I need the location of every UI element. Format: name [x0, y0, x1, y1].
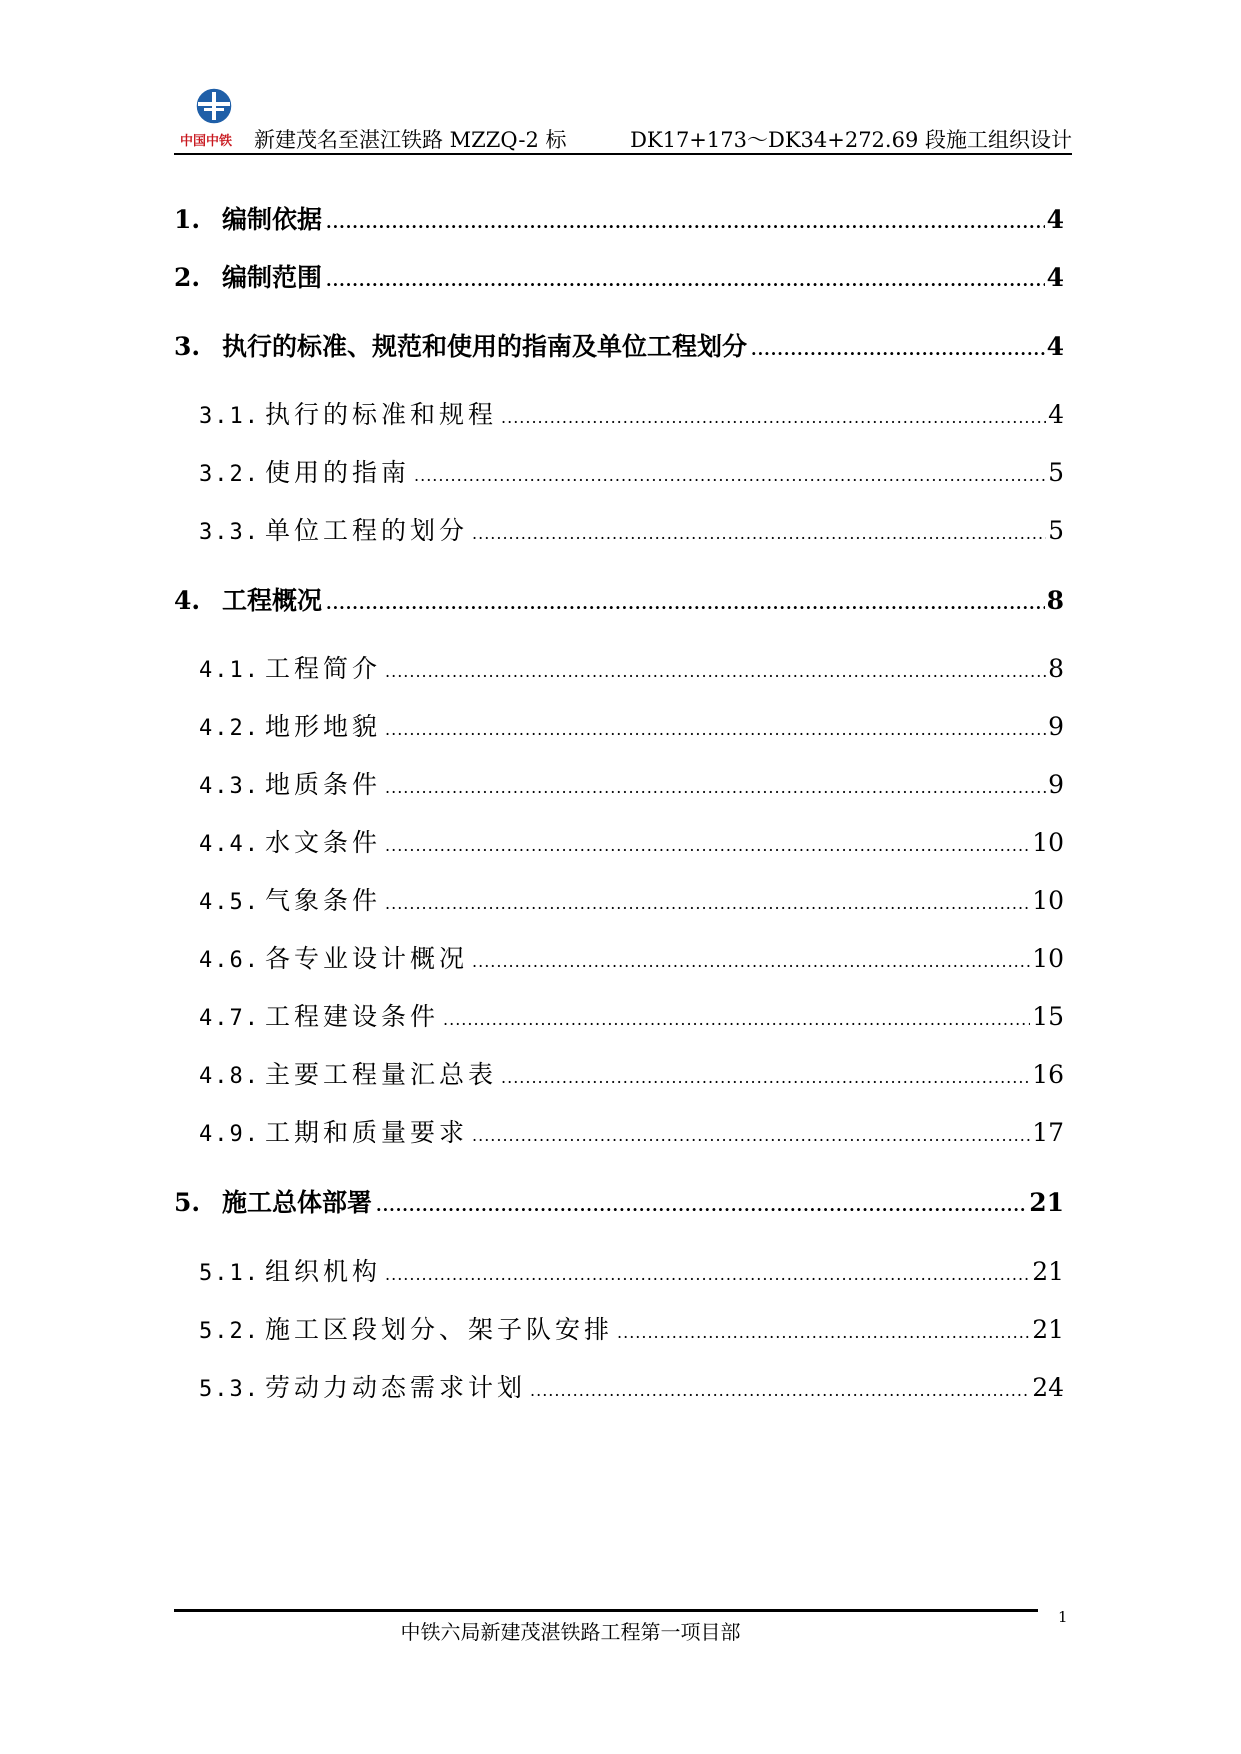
toc-entry-page: 16	[1032, 1060, 1064, 1089]
toc-dot-leader	[617, 1323, 1030, 1342]
page-number: 1	[1058, 1608, 1068, 1626]
toc-entry[interactable]	[174, 881, 1064, 917]
toc-entry-page: 10	[1032, 886, 1064, 915]
toc-entry-title: 单位工程的划分	[265, 516, 469, 545]
toc-dot-leader	[385, 894, 1030, 913]
toc-dot-leader	[472, 524, 1046, 543]
toc-entry-number: 4.1.	[199, 658, 260, 683]
toc-entry-page: 9	[1048, 770, 1064, 799]
toc-entry[interactable]	[174, 823, 1064, 859]
toc-entry-number: 3.2.	[199, 462, 260, 487]
toc-entry[interactable]	[174, 939, 1064, 975]
toc-entry-number: 4.9.	[199, 1122, 260, 1147]
toc-entry[interactable]	[174, 649, 1064, 685]
toc-entry[interactable]	[174, 258, 1064, 294]
toc-entry-title: 编制依据	[222, 205, 323, 234]
toc-entry-number: 4.7.	[199, 1006, 260, 1031]
toc-dot-leader	[326, 271, 1045, 290]
toc-entry-title: 工程概况	[222, 586, 323, 615]
toc-entry-title: 编制范围	[222, 263, 323, 292]
toc-entry-page: 4	[1048, 400, 1064, 429]
header-divider	[174, 153, 1072, 155]
toc-entry-title: 使用的指南	[265, 458, 411, 487]
toc-dot-leader	[751, 340, 1045, 359]
toc-entry-number: 5.1.	[199, 1261, 260, 1286]
toc-dot-leader	[326, 594, 1045, 613]
toc-entry-page: 10	[1032, 944, 1064, 973]
toc-entry[interactable]	[174, 765, 1064, 801]
toc-dot-leader	[443, 1010, 1030, 1029]
toc-entry-title: 地形地貌	[265, 712, 382, 741]
toc-entry-title: 施工区段划分、架子队安排	[265, 1315, 614, 1344]
toc-dot-leader	[385, 1265, 1030, 1284]
toc-entry-page: 10	[1032, 828, 1064, 857]
toc-entry[interactable]	[174, 511, 1064, 547]
toc-entry-number: 3.	[174, 332, 201, 361]
toc-entry-title: 工程简介	[265, 654, 382, 683]
toc-entry-title: 水文条件	[265, 828, 382, 857]
toc-entry-number: 1.	[174, 205, 201, 234]
toc-entry-number: 4.2.	[199, 716, 260, 741]
toc-entry-title: 各专业设计概况	[265, 944, 469, 973]
toc-entry[interactable]	[174, 395, 1064, 431]
toc-dot-leader	[472, 1126, 1030, 1145]
toc-entry-title: 劳动力动态需求计划	[265, 1373, 527, 1402]
logo-text: 中国中铁	[180, 134, 233, 149]
toc-entry[interactable]	[174, 453, 1064, 489]
toc-dot-leader	[501, 408, 1046, 427]
toc-entry-title: 执行的标准和规程	[265, 400, 498, 429]
toc-dot-leader	[472, 952, 1030, 971]
crec-logo-icon	[192, 86, 236, 126]
toc-entry-page: 9	[1048, 712, 1064, 741]
toc-entry-number: 4.3.	[199, 774, 260, 799]
header-document-title: DK17+173～DK34+272.69 段施工组织设计	[630, 128, 1072, 152]
toc-entry-title: 主要工程量汇总表	[265, 1060, 498, 1089]
toc-dot-leader	[530, 1381, 1030, 1400]
toc-dot-leader	[385, 720, 1046, 739]
toc-entry[interactable]	[174, 581, 1064, 617]
toc-entry-page: 5	[1048, 458, 1064, 487]
toc-entry-page: 24	[1032, 1373, 1064, 1402]
company-logo	[180, 86, 240, 148]
toc-entry-page: 4	[1046, 332, 1064, 361]
toc-entry-page: 21	[1032, 1315, 1064, 1344]
toc-dot-leader	[376, 1196, 1027, 1215]
toc-entry-title: 气象条件	[265, 886, 382, 915]
toc-entry-number: 5.	[174, 1188, 201, 1217]
toc-entry-title: 地质条件	[265, 770, 382, 799]
toc-entry-title: 组织机构	[265, 1257, 382, 1286]
toc-entry-number: 4.5.	[199, 890, 260, 915]
toc-dot-leader	[385, 778, 1046, 797]
toc-entry[interactable]	[174, 1252, 1064, 1288]
toc-entry-page: 5	[1048, 516, 1064, 545]
toc-entry-number: 4.	[174, 586, 201, 615]
toc-dot-leader	[385, 836, 1030, 855]
toc-entry-page: 21	[1029, 1188, 1064, 1217]
toc-entry-title: 执行的标准、规范和使用的指南及单位工程划分	[222, 332, 748, 361]
toc-entry-page: 21	[1032, 1257, 1064, 1286]
toc-entry-title: 工程建设条件	[265, 1002, 440, 1031]
toc-entry-page: 8	[1048, 654, 1064, 683]
toc-entry[interactable]	[174, 1113, 1064, 1149]
toc-entry-number: 4.6.	[199, 948, 260, 973]
toc-entry-page: 4	[1046, 263, 1064, 292]
toc-dot-leader	[326, 213, 1045, 232]
toc-entry[interactable]	[174, 1368, 1064, 1404]
toc-entry-page: 15	[1032, 1002, 1064, 1031]
toc-dot-leader	[501, 1068, 1030, 1087]
toc-entry[interactable]	[174, 200, 1064, 236]
toc-entry-page: 17	[1032, 1118, 1064, 1147]
header-project-name: 新建茂名至湛江铁路 MZZQ-2 标	[254, 128, 567, 152]
toc-entry[interactable]	[174, 1183, 1064, 1219]
toc-entry[interactable]	[174, 1055, 1064, 1091]
toc-entry-page: 4	[1046, 205, 1064, 234]
footer-divider	[174, 1609, 1038, 1612]
toc-entry-number: 5.2.	[199, 1319, 260, 1344]
toc-entry-number: 4.4.	[199, 832, 260, 857]
toc-entry-title: 施工总体部署	[222, 1188, 373, 1217]
toc-dot-leader	[385, 662, 1046, 681]
toc-entry-number: 3.1.	[199, 404, 260, 429]
toc-entry-title: 工期和质量要求	[265, 1118, 469, 1147]
toc-entry[interactable]	[174, 327, 1064, 363]
toc-entry-number: 4.8.	[199, 1064, 260, 1089]
toc-dot-leader	[414, 466, 1046, 485]
toc-entry-number: 5.3.	[199, 1377, 260, 1402]
toc-entry-number: 3.3.	[199, 520, 260, 545]
footer-organization: 中铁六局新建茂湛铁路工程第一项目部	[400, 1620, 741, 1644]
toc-entry[interactable]	[174, 1310, 1064, 1346]
page-header	[174, 86, 1072, 158]
toc-entry[interactable]	[174, 997, 1064, 1033]
toc-entry-page: 8	[1046, 586, 1064, 615]
toc-entry[interactable]	[174, 707, 1064, 743]
toc-entry-number: 2.	[174, 263, 201, 292]
